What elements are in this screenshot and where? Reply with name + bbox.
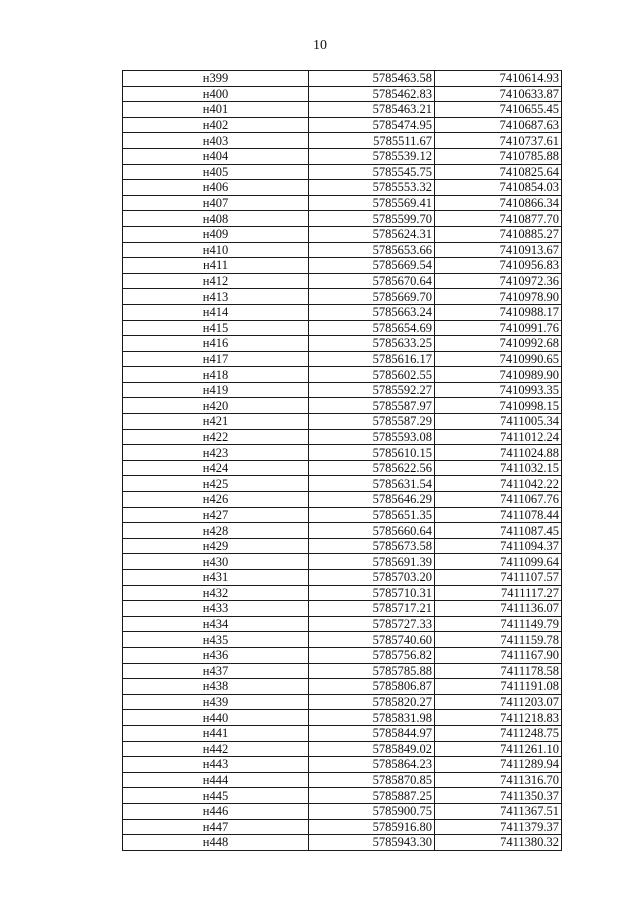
x-coordinate-cell: 5785673.58 — [309, 538, 435, 554]
y-coordinate-cell: 7411067.76 — [435, 492, 562, 508]
table-row — [123, 445, 562, 461]
y-coordinate-cell: 7410992.68 — [435, 336, 562, 352]
x-coordinate-cell: 5785463.58 — [309, 71, 435, 87]
point-name-cell: н433 — [123, 601, 309, 617]
table-row — [123, 304, 562, 320]
x-coordinate-cell: 5785900.75 — [309, 803, 435, 819]
x-coordinate-cell: 5785740.60 — [309, 632, 435, 648]
page-number: 10 — [313, 38, 327, 53]
table-row — [123, 757, 562, 773]
y-coordinate-cell: 7410978.90 — [435, 289, 562, 305]
x-coordinate-cell: 5785669.70 — [309, 289, 435, 305]
table-row — [123, 570, 562, 586]
x-coordinate-cell: 5785602.55 — [309, 367, 435, 383]
table-row — [123, 242, 562, 258]
table-row — [123, 367, 562, 383]
x-coordinate-cell: 5785616.17 — [309, 351, 435, 367]
x-coordinate-cell: 5785610.15 — [309, 445, 435, 461]
table-row — [123, 320, 562, 336]
x-coordinate-cell: 5785916.80 — [309, 819, 435, 835]
table-row — [123, 289, 562, 305]
table-row — [123, 663, 562, 679]
point-name-cell: н427 — [123, 507, 309, 523]
table-row — [123, 102, 562, 118]
x-coordinate-cell: 5785849.02 — [309, 741, 435, 757]
y-coordinate-cell: 7411178.58 — [435, 663, 562, 679]
table-row — [123, 741, 562, 757]
table-row — [123, 382, 562, 398]
table-row — [123, 492, 562, 508]
x-coordinate-cell: 5785727.33 — [309, 616, 435, 632]
point-name-cell: н437 — [123, 663, 309, 679]
point-name-cell: н399 — [123, 71, 309, 87]
point-name-cell: н435 — [123, 632, 309, 648]
y-coordinate-cell: 7411005.34 — [435, 414, 562, 430]
table-row — [123, 351, 562, 367]
point-name-cell: н411 — [123, 258, 309, 274]
x-coordinate-cell: 5785663.24 — [309, 304, 435, 320]
table-row — [123, 398, 562, 414]
table-row — [123, 71, 562, 87]
x-coordinate-cell: 5785474.95 — [309, 117, 435, 133]
point-name-cell: н400 — [123, 86, 309, 102]
x-coordinate-cell: 5785703.20 — [309, 570, 435, 586]
y-coordinate-cell: 7411380.32 — [435, 835, 562, 851]
y-coordinate-cell: 7411379.37 — [435, 819, 562, 835]
x-coordinate-cell: 5785592.27 — [309, 382, 435, 398]
y-coordinate-cell: 7411316.70 — [435, 772, 562, 788]
y-coordinate-cell: 7410956.83 — [435, 258, 562, 274]
x-coordinate-cell: 5785831.98 — [309, 710, 435, 726]
y-coordinate-cell: 7410687.63 — [435, 117, 562, 133]
y-coordinate-cell: 7410989.90 — [435, 367, 562, 383]
x-coordinate-cell: 5785691.39 — [309, 554, 435, 570]
y-coordinate-cell: 7410993.35 — [435, 382, 562, 398]
table-row — [123, 164, 562, 180]
table-row — [123, 835, 562, 851]
point-name-cell: н431 — [123, 570, 309, 586]
point-name-cell: н420 — [123, 398, 309, 414]
x-coordinate-cell: 5785864.23 — [309, 757, 435, 773]
y-coordinate-cell: 7410655.45 — [435, 102, 562, 118]
table-row — [123, 694, 562, 710]
point-name-cell: н439 — [123, 694, 309, 710]
y-coordinate-cell: 7411191.08 — [435, 679, 562, 695]
x-coordinate-cell: 5785820.27 — [309, 694, 435, 710]
x-coordinate-cell: 5785651.35 — [309, 507, 435, 523]
point-name-cell: н446 — [123, 803, 309, 819]
y-coordinate-cell: 7410998.15 — [435, 398, 562, 414]
point-name-cell: н423 — [123, 445, 309, 461]
y-coordinate-cell: 7411117.27 — [435, 585, 562, 601]
table-row — [123, 258, 562, 274]
point-name-cell: н402 — [123, 117, 309, 133]
x-coordinate-cell: 5785870.85 — [309, 772, 435, 788]
y-coordinate-cell: 7411203.07 — [435, 694, 562, 710]
point-name-cell: н401 — [123, 102, 309, 118]
x-coordinate-cell: 5785669.54 — [309, 258, 435, 274]
y-coordinate-cell: 7410737.61 — [435, 133, 562, 149]
table-row — [123, 601, 562, 617]
y-coordinate-cell: 7411024.88 — [435, 445, 562, 461]
table-row — [123, 788, 562, 804]
point-name-cell: н426 — [123, 492, 309, 508]
x-coordinate-cell: 5785569.41 — [309, 195, 435, 211]
table-row — [123, 538, 562, 554]
table-row — [123, 226, 562, 242]
table-row — [123, 772, 562, 788]
y-coordinate-cell: 7410988.17 — [435, 304, 562, 320]
x-coordinate-cell: 5785587.29 — [309, 414, 435, 430]
point-name-cell: н413 — [123, 289, 309, 305]
point-name-cell: н408 — [123, 211, 309, 227]
point-name-cell: н428 — [123, 523, 309, 539]
table-row — [123, 819, 562, 835]
y-coordinate-cell: 7410877.70 — [435, 211, 562, 227]
point-name-cell: н414 — [123, 304, 309, 320]
point-name-cell: н416 — [123, 336, 309, 352]
y-coordinate-cell: 7410885.27 — [435, 226, 562, 242]
y-coordinate-cell: 7411350.37 — [435, 788, 562, 804]
y-coordinate-cell: 7410854.03 — [435, 180, 562, 196]
x-coordinate-cell: 5785587.97 — [309, 398, 435, 414]
x-coordinate-cell: 5785654.69 — [309, 320, 435, 336]
x-coordinate-cell: 5785785.88 — [309, 663, 435, 679]
table-row — [123, 429, 562, 445]
table-row — [123, 803, 562, 819]
y-coordinate-cell: 7411149.79 — [435, 616, 562, 632]
point-name-cell: н442 — [123, 741, 309, 757]
table-row — [123, 460, 562, 476]
x-coordinate-cell: 5785539.12 — [309, 148, 435, 164]
point-name-cell: н436 — [123, 647, 309, 663]
table-row — [123, 148, 562, 164]
y-coordinate-cell: 7411032.15 — [435, 460, 562, 476]
x-coordinate-cell: 5785463.21 — [309, 102, 435, 118]
table-row — [123, 632, 562, 648]
y-coordinate-cell: 7411248.75 — [435, 725, 562, 741]
y-coordinate-cell: 7410614.93 — [435, 71, 562, 87]
y-coordinate-cell: 7410825.64 — [435, 164, 562, 180]
y-coordinate-cell: 7411042.22 — [435, 476, 562, 492]
y-coordinate-cell: 7411107.57 — [435, 570, 562, 586]
y-coordinate-cell: 7411094.37 — [435, 538, 562, 554]
x-coordinate-cell: 5785593.08 — [309, 429, 435, 445]
x-coordinate-cell: 5785887.25 — [309, 788, 435, 804]
y-coordinate-cell: 7411261.10 — [435, 741, 562, 757]
table-row — [123, 273, 562, 289]
point-name-cell: н448 — [123, 835, 309, 851]
table-row — [123, 117, 562, 133]
point-name-cell: н417 — [123, 351, 309, 367]
point-name-cell: н443 — [123, 757, 309, 773]
x-coordinate-cell: 5785670.64 — [309, 273, 435, 289]
table-row — [123, 679, 562, 695]
point-name-cell: н432 — [123, 585, 309, 601]
y-coordinate-cell: 7411078.44 — [435, 507, 562, 523]
point-name-cell: н430 — [123, 554, 309, 570]
y-coordinate-cell: 7410913.67 — [435, 242, 562, 258]
point-name-cell: н422 — [123, 429, 309, 445]
table-row — [123, 211, 562, 227]
table-row — [123, 585, 562, 601]
x-coordinate-cell: 5785660.64 — [309, 523, 435, 539]
point-name-cell: н419 — [123, 382, 309, 398]
y-coordinate-cell: 7411218.83 — [435, 710, 562, 726]
table-row — [123, 86, 562, 102]
x-coordinate-cell: 5785756.82 — [309, 647, 435, 663]
point-name-cell: н447 — [123, 819, 309, 835]
x-coordinate-cell: 5785717.21 — [309, 601, 435, 617]
y-coordinate-cell: 7411012.24 — [435, 429, 562, 445]
y-coordinate-cell: 7410866.34 — [435, 195, 562, 211]
y-coordinate-cell: 7411099.64 — [435, 554, 562, 570]
point-name-cell: н409 — [123, 226, 309, 242]
coordinates-table — [122, 70, 562, 851]
y-coordinate-cell: 7411159.78 — [435, 632, 562, 648]
table-row — [123, 133, 562, 149]
y-coordinate-cell: 7410990.65 — [435, 351, 562, 367]
point-name-cell: н424 — [123, 460, 309, 476]
x-coordinate-cell: 5785943.30 — [309, 835, 435, 851]
y-coordinate-cell: 7410633.87 — [435, 86, 562, 102]
point-name-cell: н404 — [123, 148, 309, 164]
y-coordinate-cell: 7410785.88 — [435, 148, 562, 164]
point-name-cell: н425 — [123, 476, 309, 492]
x-coordinate-cell: 5785622.56 — [309, 460, 435, 476]
table-row — [123, 523, 562, 539]
point-name-cell: н441 — [123, 725, 309, 741]
y-coordinate-cell: 7411167.90 — [435, 647, 562, 663]
point-name-cell: н429 — [123, 538, 309, 554]
point-name-cell: н410 — [123, 242, 309, 258]
x-coordinate-cell: 5785545.75 — [309, 164, 435, 180]
point-name-cell: н444 — [123, 772, 309, 788]
point-name-cell: н405 — [123, 164, 309, 180]
x-coordinate-cell: 5785553.32 — [309, 180, 435, 196]
table-row — [123, 336, 562, 352]
table-row — [123, 414, 562, 430]
point-name-cell: н418 — [123, 367, 309, 383]
point-name-cell: н406 — [123, 180, 309, 196]
point-name-cell: н440 — [123, 710, 309, 726]
point-name-cell: н407 — [123, 195, 309, 211]
y-coordinate-cell: 7411367.51 — [435, 803, 562, 819]
table-row — [123, 647, 562, 663]
y-coordinate-cell: 7411136.07 — [435, 601, 562, 617]
x-coordinate-cell: 5785511.67 — [309, 133, 435, 149]
x-coordinate-cell: 5785624.31 — [309, 226, 435, 242]
y-coordinate-cell: 7410972.36 — [435, 273, 562, 289]
table-row — [123, 554, 562, 570]
table-row — [123, 725, 562, 741]
table-row — [123, 180, 562, 196]
x-coordinate-cell: 5785599.70 — [309, 211, 435, 227]
y-coordinate-cell: 7410991.76 — [435, 320, 562, 336]
point-name-cell: н415 — [123, 320, 309, 336]
x-coordinate-cell: 5785633.25 — [309, 336, 435, 352]
x-coordinate-cell: 5785462.83 — [309, 86, 435, 102]
point-name-cell: н421 — [123, 414, 309, 430]
table-row — [123, 195, 562, 211]
table-row — [123, 507, 562, 523]
point-name-cell: н403 — [123, 133, 309, 149]
x-coordinate-cell: 5785710.31 — [309, 585, 435, 601]
x-coordinate-cell: 5785631.54 — [309, 476, 435, 492]
x-coordinate-cell: 5785646.29 — [309, 492, 435, 508]
x-coordinate-cell: 5785844.97 — [309, 725, 435, 741]
table-row — [123, 616, 562, 632]
table-row — [123, 476, 562, 492]
x-coordinate-cell: 5785806.87 — [309, 679, 435, 695]
x-coordinate-cell: 5785653.66 — [309, 242, 435, 258]
y-coordinate-cell: 7411087.45 — [435, 523, 562, 539]
point-name-cell: н438 — [123, 679, 309, 695]
y-coordinate-cell: 7411289.94 — [435, 757, 562, 773]
table-row — [123, 710, 562, 726]
coordinates-table-body — [123, 71, 562, 851]
point-name-cell: н445 — [123, 788, 309, 804]
point-name-cell: н434 — [123, 616, 309, 632]
point-name-cell: н412 — [123, 273, 309, 289]
